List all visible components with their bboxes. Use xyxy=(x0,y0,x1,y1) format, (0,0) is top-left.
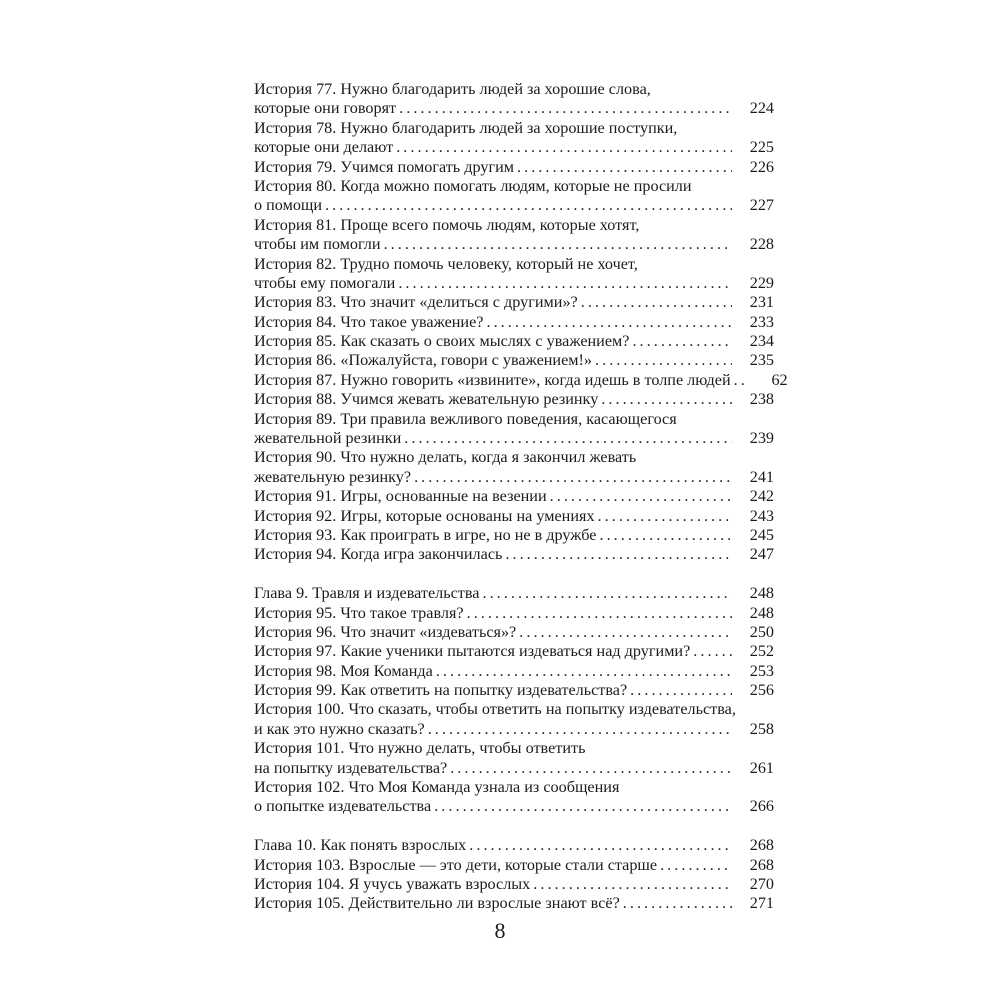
toc-entry-line xyxy=(254,158,774,177)
toc-page-ref: 243 xyxy=(749,506,774,525)
toc-page-ref: 268 xyxy=(749,855,774,874)
toc-page-ref: 233 xyxy=(749,312,774,331)
toc-entry-line xyxy=(254,448,774,467)
dot-leader xyxy=(627,681,732,700)
toc-entry[interactable] xyxy=(254,293,774,312)
toc-entry[interactable] xyxy=(254,875,774,894)
section-spacer xyxy=(254,565,774,584)
toc-page-ref: 247 xyxy=(749,545,774,564)
toc-entry[interactable] xyxy=(254,681,774,700)
toc-entry-line xyxy=(254,642,774,661)
toc-entry[interactable] xyxy=(254,487,774,506)
toc-entry[interactable] xyxy=(254,158,774,177)
toc-entry-line xyxy=(254,177,774,196)
dot-leader xyxy=(401,429,732,448)
toc-page-ref: 248 xyxy=(749,584,774,603)
toc-entry-line xyxy=(254,99,774,118)
toc-entry-line xyxy=(254,410,774,429)
toc-entry-line xyxy=(254,759,774,778)
toc-entry-title: История 81. Проще всего помочь людям, которые хотят, xyxy=(254,215,640,234)
toc-page-ref: 229 xyxy=(749,273,774,292)
toc-entry[interactable] xyxy=(254,778,774,817)
dot-leader xyxy=(547,487,732,506)
toc-entry-line xyxy=(254,545,774,564)
toc-entry-title: жевательную резинку? xyxy=(254,467,412,486)
toc-page-ref: 62 xyxy=(771,370,788,389)
toc-entry-line xyxy=(254,429,774,448)
toc-page-ref: 256 xyxy=(749,681,774,700)
toc-entry-line xyxy=(254,856,774,875)
toc-entry[interactable] xyxy=(254,255,774,294)
toc-entry[interactable] xyxy=(254,80,774,119)
dot-leader xyxy=(657,856,732,875)
toc-entry-line xyxy=(254,894,774,913)
table-of-contents xyxy=(254,79,788,914)
toc-entry[interactable] xyxy=(254,701,774,740)
page-number: 8 xyxy=(494,918,506,943)
toc-entry-line xyxy=(254,526,774,545)
toc-entry[interactable] xyxy=(254,351,774,370)
toc-entry-title: История 88. Учимся жевать жевательную резинку xyxy=(254,390,599,409)
toc-entry[interactable] xyxy=(254,410,774,449)
toc-entry[interactable] xyxy=(254,216,774,255)
toc-entry-line xyxy=(254,701,774,720)
toc-entry[interactable] xyxy=(254,448,774,487)
toc-page-ref: 270 xyxy=(749,875,774,893)
toc-page-ref: 225 xyxy=(749,138,774,157)
toc-page-ref: 231 xyxy=(749,293,774,312)
toc-page-ref: 248 xyxy=(749,603,774,622)
toc-entry-line xyxy=(254,390,774,409)
toc-entry-title: История 100. Что сказать, чтобы ответить на попытку издевательства, xyxy=(254,700,736,719)
toc-entry-title: жевательной резинки xyxy=(254,429,402,448)
toc-entry-title: История 97. Какие ученики пытаются издеваться над другими? xyxy=(254,642,691,661)
toc-entry-title: История 91. Игры, основанные на везении xyxy=(254,487,547,506)
toc-entry[interactable] xyxy=(254,332,774,351)
dot-leader xyxy=(516,623,732,642)
toc-page-ref: 238 xyxy=(749,390,774,409)
toc-entry-title: История 99. Как ответить на попытку издевательства? xyxy=(254,681,628,700)
dot-leader xyxy=(620,894,732,913)
toc-entry-title: История 92. Игры, которые основаны на умениях xyxy=(254,506,595,525)
toc-page-ref: 261 xyxy=(749,758,774,777)
toc-entry[interactable] xyxy=(254,370,788,390)
dot-leader xyxy=(483,313,732,332)
toc-entry-line xyxy=(254,255,774,274)
toc-page-ref: 242 xyxy=(749,487,774,506)
toc-page-ref: 250 xyxy=(749,622,774,641)
toc-entry-line xyxy=(254,313,774,332)
toc-entry[interactable] xyxy=(254,662,774,681)
toc-entry-title: История 101. Что нужно делать, чтобы ответить xyxy=(254,739,586,758)
toc-entry-line xyxy=(254,778,774,797)
toc-page-ref: 228 xyxy=(749,235,774,254)
toc-entry-line xyxy=(254,216,774,235)
section-spacer xyxy=(254,817,774,836)
dot-leader xyxy=(502,545,732,564)
toc-entry-title: История 93. Как проиграть в игре, но не в дружбе xyxy=(254,525,597,544)
toc-entry-title: История 82. Трудно помочь человеку, который не хочет, xyxy=(254,254,638,273)
toc-entry-title: История 103. Взрослые — это дети, которые стали старше xyxy=(254,855,658,874)
toc-entry-line xyxy=(254,662,774,681)
dot-leader xyxy=(396,99,732,118)
toc-entry-title: Глава 9. Травля и издевательства xyxy=(254,584,480,603)
toc-page-ref: 227 xyxy=(749,196,774,215)
toc-entry-line xyxy=(254,797,774,816)
toc-entry-line xyxy=(254,468,774,487)
dot-leader xyxy=(690,642,732,661)
toc-entry[interactable] xyxy=(254,526,774,545)
toc-entry-line xyxy=(254,351,774,370)
dot-leader xyxy=(466,836,732,855)
dot-leader xyxy=(411,468,732,487)
toc-entry[interactable] xyxy=(254,390,774,409)
toc-entry-line xyxy=(254,623,774,642)
toc-page-ref: 268 xyxy=(749,836,774,855)
toc-entry-title: и как это нужно сказать? xyxy=(254,719,425,738)
toc-entry-title: История 94. Когда игра закончилась xyxy=(254,545,503,564)
toc-entry[interactable] xyxy=(254,642,774,661)
toc-page-ref: 235 xyxy=(749,351,774,370)
dot-leader xyxy=(431,797,732,816)
toc-entry-title: История 89. Три правила вежливого поведения, касающегося xyxy=(254,409,677,428)
toc-entry-line xyxy=(254,235,774,254)
dot-leader xyxy=(731,371,746,390)
toc-entry-title: которые они делают xyxy=(254,138,394,157)
toc-entry[interactable] xyxy=(254,545,774,564)
toc-page-ref: 258 xyxy=(749,719,774,738)
toc-entry-title: чтобы ему помогали xyxy=(254,273,396,292)
toc-entry-line xyxy=(254,604,774,623)
toc-entry[interactable] xyxy=(254,623,774,642)
toc-entry-title: История 83. Что значит «делиться с другими»? xyxy=(254,293,578,312)
dot-leader xyxy=(530,875,732,894)
dot-leader xyxy=(322,196,732,215)
dot-leader xyxy=(629,332,732,351)
toc-entry[interactable] xyxy=(254,177,774,216)
toc-entry[interactable] xyxy=(254,604,774,623)
dot-leader xyxy=(598,390,732,409)
toc-entry-title: История 104. Я учусь уважать взрослых xyxy=(254,875,531,893)
toc-entry[interactable] xyxy=(254,894,774,913)
dot-leader xyxy=(595,507,732,526)
dot-leader xyxy=(578,293,732,312)
toc-entry-title: История 85. Как сказать о своих мыслях с уважением? xyxy=(254,332,630,351)
dot-leader xyxy=(393,138,732,157)
dot-leader xyxy=(479,584,732,603)
toc-entry-title: История 87. Нужно говорить «извините», когда идешь в толпе людей xyxy=(254,370,731,389)
toc-entry-line xyxy=(254,370,788,390)
toc-page-ref: 241 xyxy=(749,467,774,486)
toc-entry-line xyxy=(254,293,774,312)
toc-page-ref: 266 xyxy=(749,797,774,816)
toc-entry-line xyxy=(254,720,774,739)
toc-entry-line xyxy=(254,875,774,894)
toc-entry-title: История 80. Когда можно помогать людям, которые не просили xyxy=(254,176,692,195)
toc-entry-line xyxy=(254,119,774,138)
toc-entry-title: История 79. Учимся помогать другим xyxy=(254,157,514,176)
toc-entry-title: которые они говорят xyxy=(254,99,397,118)
toc-entry-title: История 96. Что значит «издеваться»? xyxy=(254,622,517,641)
toc-page-ref: 234 xyxy=(749,332,774,351)
toc-entry-title: на попытку издевательства? xyxy=(254,758,448,777)
toc-entry-line xyxy=(254,836,774,855)
toc-entry-title: История 77. Нужно благодарить людей за хорошие слова, xyxy=(254,79,651,98)
toc-entry-line xyxy=(254,487,774,506)
toc-entry-line xyxy=(254,584,774,603)
toc-entry-title: Глава 10. Как понять взрослых xyxy=(254,836,467,855)
dot-leader xyxy=(395,274,732,293)
toc-entry-title: о помощи xyxy=(254,196,323,215)
dot-leader xyxy=(592,351,732,370)
toc-entry[interactable] xyxy=(254,119,774,158)
dot-leader xyxy=(433,662,732,681)
toc-entry-title: История 95. Что такое травля? xyxy=(254,603,464,622)
dot-leader xyxy=(381,235,732,254)
dot-leader xyxy=(447,759,732,778)
toc-entry-title: История 98. Моя Команда xyxy=(254,661,433,680)
toc-entry-title: История 90. Что нужно делать, когда я закончил жевать xyxy=(254,448,637,467)
toc-entry-title: История 86. «Пожалуйста, говори с уважением!» xyxy=(254,351,593,370)
toc-entry-title: История 105. Действительно ли взрослые знают всё? xyxy=(254,894,620,913)
toc-entry-title: История 102. Что Моя Команда узнала из сообщения xyxy=(254,778,620,797)
toc-entry[interactable] xyxy=(254,739,774,778)
toc-page-ref: 226 xyxy=(749,157,774,176)
toc-entry-line xyxy=(254,196,774,215)
toc-entry[interactable] xyxy=(254,836,774,855)
toc-entry[interactable] xyxy=(254,313,774,332)
toc-entry-line xyxy=(254,332,774,351)
dot-leader xyxy=(596,526,732,545)
toc-page-ref: 224 xyxy=(749,99,774,118)
toc-entry-line xyxy=(254,274,774,293)
toc-page-ref: 271 xyxy=(749,894,774,913)
toc-entry-title: История 84. Что такое уважение? xyxy=(254,312,484,331)
toc-page-ref: 239 xyxy=(749,429,774,448)
toc-entry-title: История 78. Нужно благодарить людей за хорошие поступки, xyxy=(254,118,678,137)
toc-entry-line xyxy=(254,138,774,157)
toc-entry-line xyxy=(254,681,774,700)
toc-entry[interactable] xyxy=(254,507,774,526)
dot-leader xyxy=(425,720,732,739)
toc-entry-line xyxy=(254,80,774,99)
dot-leader xyxy=(514,158,732,177)
toc-entry-title: о попытке издевательства xyxy=(254,797,432,816)
toc-page-ref: 245 xyxy=(749,525,774,544)
toc-page-ref: 252 xyxy=(749,642,774,661)
dot-leader xyxy=(464,604,732,623)
toc-page-ref: 253 xyxy=(749,661,774,680)
toc-entry[interactable] xyxy=(254,856,774,875)
toc-entry-title: чтобы им помогли xyxy=(254,235,381,254)
toc-entry[interactable] xyxy=(254,584,774,603)
toc-entry-line xyxy=(254,507,774,526)
toc-entry-line xyxy=(254,739,774,758)
